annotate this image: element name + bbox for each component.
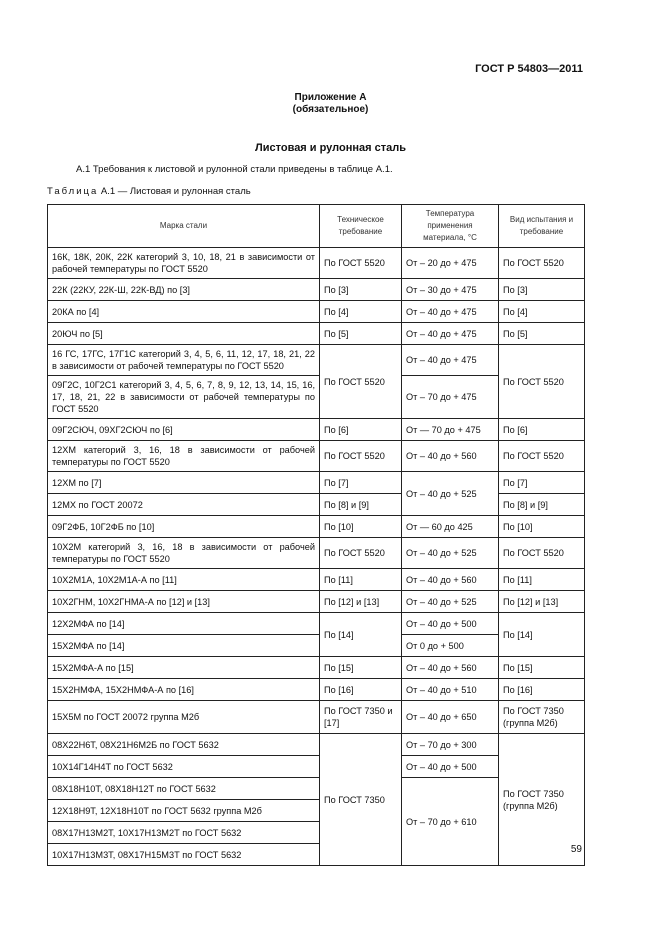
test-cell: По ГОСТ 7350 (группа М2б) <box>499 734 585 866</box>
table-row <box>48 657 585 679</box>
table-row <box>48 516 585 538</box>
column-header-grade: Марка стали <box>48 205 320 248</box>
requirement-cell: По [6] <box>320 419 402 441</box>
grade-cell: 12ХМ по [7] <box>48 472 320 494</box>
requirement-cell: По [7] <box>320 472 402 494</box>
table-caption-prefix: Таблица <box>47 186 99 197</box>
temperature-cell: От – 40 до + 560 <box>402 441 499 472</box>
table-row <box>48 679 585 701</box>
grade-cell: 09Г2С, 10Г2С1 категорий 3, 4, 5, 6, 7, 8, 9, 12, 13, 14, 15, 16, 17, 18, 21, 22 в зависимости от рабочей температуры по ГОСТ 5520 <box>48 376 320 419</box>
test-cell: По [15] <box>499 657 585 679</box>
table-row <box>48 248 585 279</box>
table-header-row <box>48 205 585 248</box>
test-cell: По [5] <box>499 323 585 345</box>
grade-cell: 22К (22КУ, 22К-Ш, 22К-ВД) по [3] <box>48 279 320 301</box>
requirement-cell: По ГОСТ 5520 <box>320 345 402 419</box>
table-row <box>48 441 585 472</box>
requirement-cell: По [3] <box>320 279 402 301</box>
table-row <box>48 538 585 569</box>
requirement-cell: По [14] <box>320 613 402 657</box>
test-cell: По [14] <box>499 613 585 657</box>
temperature-cell: От — 70 до + 475 <box>402 419 499 441</box>
steel-table <box>47 204 585 866</box>
temperature-cell: От – 30 до + 475 <box>402 279 499 301</box>
table-row <box>48 472 585 494</box>
requirement-cell: По ГОСТ 5520 <box>320 248 402 279</box>
requirement-cell: По ГОСТ 5520 <box>320 441 402 472</box>
table-row <box>48 279 585 301</box>
test-cell: По ГОСТ 5520 <box>499 441 585 472</box>
test-cell: По ГОСТ 5520 <box>499 248 585 279</box>
table-row <box>48 345 585 376</box>
table-row <box>48 301 585 323</box>
requirement-cell: По ГОСТ 7350 <box>320 734 402 866</box>
requirement-cell: По [4] <box>320 301 402 323</box>
grade-cell: 09Г2СЮЧ, 09ХГ2СЮЧ по [6] <box>48 419 320 441</box>
grade-cell: 12ХМ категорий 3, 16, 18 в зависимости от рабочей температуры по ГОСТ 5520 <box>48 441 320 472</box>
temperature-cell: От – 20 до + 475 <box>402 248 499 279</box>
column-header-temperature: Температура применения материала, °С <box>402 205 499 248</box>
appendix-heading <box>0 92 661 116</box>
temperature-cell: От – 40 до + 650 <box>402 701 499 734</box>
test-cell: По [7] <box>499 472 585 494</box>
temperature-cell: От – 40 до + 560 <box>402 569 499 591</box>
requirement-cell: По ГОСТ 7350 и [17] <box>320 701 402 734</box>
grade-cell: 10Х2ГНМ, 10Х2ГНМА-А по [12] и [13] <box>48 591 320 613</box>
grade-cell: 15Х2НМФА, 15Х2НМФА-А по [16] <box>48 679 320 701</box>
temperature-cell: От – 70 до + 610 <box>402 778 499 866</box>
grade-cell: 16 ГС, 17ГС, 17Г1С категорий 3, 4, 5, 6, 11, 12, 17, 18, 21, 22 в зависимости от рабочей температуры по ГОСТ 5520 <box>48 345 320 376</box>
test-cell: По ГОСТ 7350 (группа М2б) <box>499 701 585 734</box>
document-code: ГОСТ Р 54803—2011 <box>475 63 583 75</box>
table-row <box>48 419 585 441</box>
appendix-status: (обязательное) <box>292 104 369 115</box>
grade-cell: 16К, 18К, 20К, 22К категорий 3, 10, 18, 21 в зависимости от рабочей температуры по ГОСТ 5520 <box>48 248 320 279</box>
grade-cell: 12Х2МФА по [14] <box>48 613 320 635</box>
requirement-cell: По [10] <box>320 516 402 538</box>
temperature-cell: От – 70 до + 300 <box>402 734 499 756</box>
test-cell: По ГОСТ 5520 <box>499 538 585 569</box>
grade-cell: 10Х17Н13М3Т, 08Х17Н15М3Т по ГОСТ 5632 <box>48 844 320 866</box>
temperature-cell: От 0 до + 500 <box>402 635 499 657</box>
temperature-cell: От – 40 до + 500 <box>402 613 499 635</box>
grade-cell: 12МХ по ГОСТ 20072 <box>48 494 320 516</box>
grade-cell: 12Х18Н9Т, 12Х18Н10Т по ГОСТ 5632 группа М2б <box>48 800 320 822</box>
requirement-cell: По [5] <box>320 323 402 345</box>
grade-cell: 09Г2ФБ, 10Г2ФБ по [10] <box>48 516 320 538</box>
table-row <box>48 494 585 516</box>
column-header-test: Вид испытания и требование <box>499 205 585 248</box>
requirement-cell: По [8] и [9] <box>320 494 402 516</box>
grade-cell: 15Х2МФА по [14] <box>48 635 320 657</box>
column-header-requirements: Техническое требование <box>320 205 402 248</box>
grade-cell: 08Х17Н13М2Т, 10Х17Н13М2Т по ГОСТ 5632 <box>48 822 320 844</box>
temperature-cell: От – 40 до + 475 <box>402 323 499 345</box>
grade-cell: 15Х5М по ГОСТ 20072 группа М2б <box>48 701 320 734</box>
grade-cell: 08Х18Н10Т, 08Х18Н12Т по ГОСТ 5632 <box>48 778 320 800</box>
requirement-cell: По [16] <box>320 679 402 701</box>
appendix-title: Приложение А <box>294 92 367 103</box>
test-cell: По [4] <box>499 301 585 323</box>
temperature-cell: От – 70 до + 475 <box>402 376 499 419</box>
test-cell: По [12] и [13] <box>499 591 585 613</box>
temperature-cell: От – 40 до + 560 <box>402 657 499 679</box>
temperature-cell: От – 40 до + 525 <box>402 591 499 613</box>
grade-cell: 10Х14Г14Н4Т по ГОСТ 5632 <box>48 756 320 778</box>
table-caption-text: А.1 — Листовая и рулонная сталь <box>100 186 251 197</box>
temperature-cell: От – 40 до + 475 <box>402 301 499 323</box>
table-row <box>48 323 585 345</box>
temperature-cell: От – 40 до + 525 <box>402 538 499 569</box>
temperature-cell: От – 40 до + 475 <box>402 345 499 376</box>
temperature-cell: От – 40 до + 500 <box>402 756 499 778</box>
intro-paragraph: А.1 Требования к листовой и рулонной стали приведены в таблице А.1. <box>76 164 393 175</box>
requirement-cell: По [15] <box>320 657 402 679</box>
grade-cell: 10Х2М категорий 3, 16, 18 в зависимости от рабочей температуры по ГОСТ 5520 <box>48 538 320 569</box>
requirement-cell: По ГОСТ 5520 <box>320 538 402 569</box>
table-row <box>48 734 585 756</box>
test-cell: По [8] и [9] <box>499 494 585 516</box>
test-cell: По [16] <box>499 679 585 701</box>
table-row <box>48 701 585 734</box>
test-cell: По [11] <box>499 569 585 591</box>
table-row <box>48 591 585 613</box>
test-cell: По [10] <box>499 516 585 538</box>
grade-cell: 10Х2М1А, 10Х2М1А-А по [11] <box>48 569 320 591</box>
test-cell: По [3] <box>499 279 585 301</box>
grade-cell: 20ЮЧ по [5] <box>48 323 320 345</box>
grade-cell: 20КА по [4] <box>48 301 320 323</box>
grade-cell: 08Х22Н6Т, 08Х21Н6М2Б по ГОСТ 5632 <box>48 734 320 756</box>
section-title: Листовая и рулонная сталь <box>255 142 406 154</box>
page-number: 59 <box>570 844 582 855</box>
temperature-cell: От — 60 до 425 <box>402 516 499 538</box>
table-row <box>48 569 585 591</box>
grade-cell: 15Х2МФА-А по [15] <box>48 657 320 679</box>
requirement-cell: По [12] и [13] <box>320 591 402 613</box>
test-cell: По [6] <box>499 419 585 441</box>
test-cell: По ГОСТ 5520 <box>499 345 585 419</box>
table-row <box>48 613 585 635</box>
temperature-cell: От – 40 до + 525 <box>402 472 499 516</box>
table-caption <box>47 186 251 197</box>
temperature-cell: От – 40 до + 510 <box>402 679 499 701</box>
requirement-cell: По [11] <box>320 569 402 591</box>
